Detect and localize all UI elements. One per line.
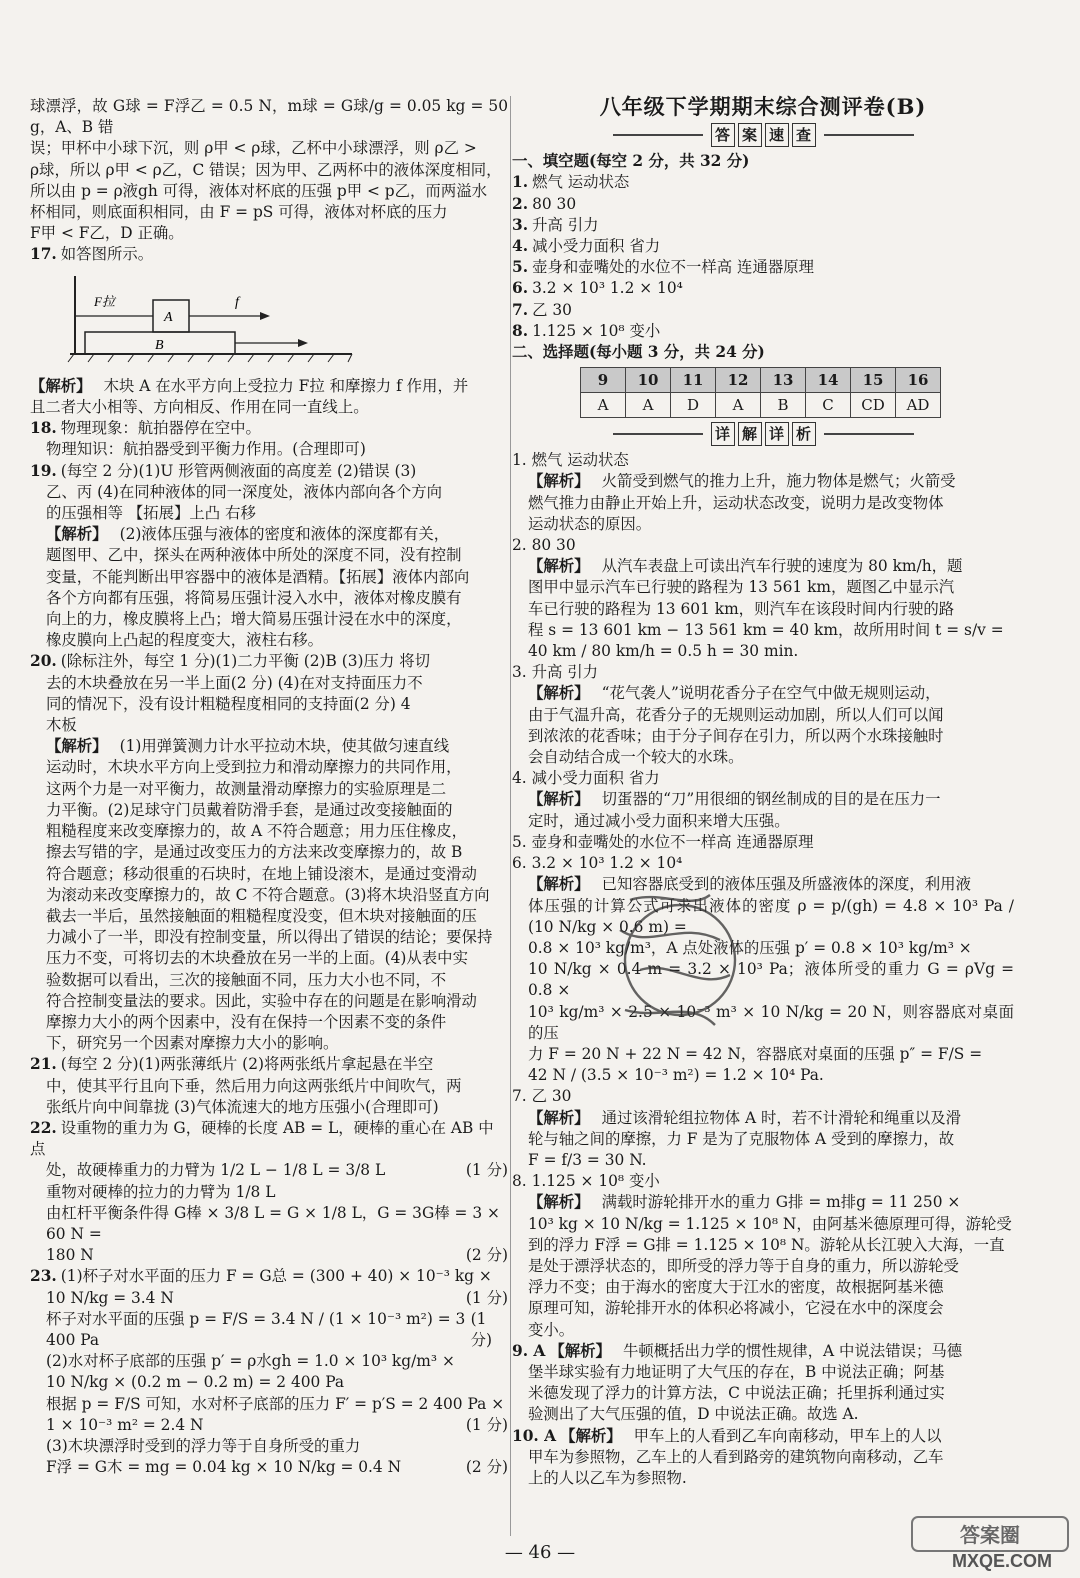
banner-char: 解: [738, 422, 762, 446]
fill-answer-number: 6.: [512, 279, 529, 298]
analysis-line: 10³ kg × 10 N/kg = 1.125 × 10⁸ N，由阿基米德原理可得，游轮受: [528, 1214, 1012, 1233]
q16-line: 误；甲杯中小球下沉，则 ρ甲 < ρ球，乙杯中小球漂浮，则 ρ乙 >: [30, 139, 477, 158]
q19-analysis-line: 变量，不能判断出甲容器中的液体是酒精。【拓展】液体内部向: [46, 567, 470, 586]
fill-answer: [512, 300, 1014, 321]
analysis-line: 变小。: [528, 1320, 575, 1339]
q20-analysis-line: 力减小了一半，即没有控制变量，所以得出了错误的结论；要保持: [46, 928, 493, 947]
q20-analysis-line: 这两个力是一对平衡力，故测量滑动摩擦力的实验原理是二: [46, 779, 447, 798]
fill-answer: [512, 278, 1014, 299]
analysis-line: 10 N/kg × 0.4 m = 3.2 × 10³ Pa；液体所受的重力 G = ρVg = 0.8 ×: [528, 960, 1014, 1000]
banner-char: 答: [711, 123, 735, 147]
analysis-item-head: 1. 燃气 运动状态: [512, 451, 629, 470]
table-answer: A: [626, 393, 671, 418]
svg-text:答案圈: 答案圈: [960, 1525, 1020, 1547]
q22: [30, 1118, 508, 1266]
analysis-label: 【解析】: [528, 790, 590, 809]
q22-line: [30, 1160, 508, 1181]
banner-char: 案: [738, 123, 762, 147]
analysis-item-head: 6. 3.2 × 10³ 1.2 × 10⁴: [512, 854, 683, 873]
fill-answer-text: 燃气 运动状态: [532, 173, 630, 192]
banner-char: 析: [792, 422, 816, 446]
fill-answer: [512, 194, 1014, 215]
analysis-item-head: 3. 升高 引力: [512, 663, 599, 682]
q20-analysis-line: 截去一半后，虽然接触面的粗糙程度没变，但木块对接触面的压: [46, 906, 477, 925]
analysis-line: 满载时游轮排开水的重力 G排 = m排g = 11 250 ×: [601, 1193, 961, 1212]
page-number: — 46 —: [504, 1542, 576, 1563]
detailed-analysis-banner: [512, 422, 1014, 446]
analysis-line: 从汽车表盘上可读出汽车行驶的速度为 80 km/h，题: [601, 557, 963, 576]
analysis-item: [512, 789, 1014, 810]
analysis-item-head: 9. A: [512, 1341, 546, 1360]
fill-answer-text: 乙 30: [532, 300, 572, 319]
analysis-label: 【解析】: [528, 472, 590, 491]
analysis-line: 原理可知，游轮排开水的体积必将减小，它浸在水中的深度会: [528, 1299, 944, 1318]
analysis-line: 是处于漂浮状态的，即所受的浮力等于自身的重力，所以游轮受: [528, 1256, 959, 1275]
watermark-url: MXQE.COM: [952, 1551, 1053, 1571]
q17-analysis-line: 且二者大小相等、方向相反、作用在同一直线上。: [30, 398, 369, 417]
q23-text: 杯子对水平面的压强 p = F/S = 3.4 N / (1 × 10⁻³ m²) = 3 400 Pa: [46, 1309, 466, 1349]
table-answer: C: [806, 393, 851, 418]
fill-answer-number: 8.: [512, 321, 529, 340]
fill-answer-number: 2.: [512, 194, 529, 213]
analysis-item: [512, 556, 1014, 577]
banner-char: 查: [792, 123, 816, 147]
analysis-label: 【解析】: [528, 1108, 590, 1127]
q18-line: 物理知识：航拍器受到平衡力作用。(合理即可): [46, 440, 366, 459]
page-title: 八年级下学期期末综合测评卷(B): [599, 94, 927, 119]
analysis-line: 图甲中显示汽车已行驶的路程为 13 561 km，题图乙中显示汽: [528, 578, 955, 597]
fill-answer-number: 3.: [512, 215, 529, 234]
q22-body: [30, 1160, 508, 1266]
column-divider: [510, 96, 511, 1536]
analysis-line: 已知容器底受到的液体压强及所盛液体的深度，利用液: [601, 875, 971, 894]
q22-score: (2 分): [465, 1246, 508, 1265]
left-column: [30, 96, 508, 1478]
analysis-label: 【解析】: [560, 1426, 622, 1445]
analysis-item: [512, 874, 1014, 895]
q23-score: (2 分): [465, 1458, 508, 1477]
analysis-label: 【解析】: [549, 1341, 611, 1360]
q20-analysis-line: 压力不变，可将切去的木块叠放在另一半的上面。(4)从表中实: [46, 949, 468, 968]
table-answer: CD: [851, 393, 896, 418]
analysis-line: 到的浮力 F浮 = G排 = 1.125 × 10⁸ N。游轮从长江驶入大海，一直: [528, 1235, 1005, 1254]
fill-answer: [512, 215, 1014, 236]
q19-analysis-line: 橡皮膜向上凸起的程度变大，液柱右移。: [46, 631, 324, 650]
fill-answer-number: 7.: [512, 300, 529, 319]
analysis-item: [512, 683, 1014, 704]
analysis-label: 【解析】: [528, 875, 590, 894]
q20-line: 去的木块叠放在另一半上面(2 分) (4)在对支持面压力不: [46, 673, 423, 692]
q16-line: 所以由 p = ρ液gh 可得，液体对杯底的压强 p甲 < p乙，而两溢水: [30, 181, 487, 200]
fill-answer-number: 4.: [512, 237, 529, 256]
analysis-item-head: 8. 1.125 × 10⁸ 变小: [512, 1172, 660, 1191]
analysis-line: 甲车为参照物，乙车上的人看到路旁的建筑物向南移动，乙车: [528, 1447, 944, 1466]
q23-body: [30, 1288, 508, 1479]
section-choice: 二、选择题(每小题 3 分，共 24 分): [512, 343, 765, 362]
analysis-line: 燃气推力由静止开始上升，运动状态改变，说明力是改变物体: [528, 493, 944, 512]
q20-line: 木板: [46, 716, 77, 735]
q17-analysis: 【解析】 木块 A 在水平方向上受拉力 F拉 和摩擦力 f 作用，并: [30, 376, 469, 395]
q23-score: (1 分): [465, 1415, 508, 1434]
table-answer: A: [716, 393, 761, 418]
analysis-item: [512, 1108, 1014, 1129]
q20-analysis: 【解析】 (1)用弹簧测力计水平拉动木块，使其做匀速直线: [46, 737, 450, 756]
pull-force-label: F拉: [94, 293, 115, 309]
fill-answer-text: 升高 引力: [532, 215, 599, 234]
q19-analysis-line: 题图甲、乙中，探头在两种液体中所处的深度不同，没有控制: [46, 546, 462, 565]
analysis-item-head: 4. 减小受力面积 省力: [512, 769, 660, 788]
analysis-line: 力 F = 20 N + 22 N = 42 N，容器底对桌面的压强 p″ = F/S =: [528, 1044, 983, 1063]
analysis-line: 火箭受到燃气的推力上升，施力物体是燃气；火箭受: [601, 472, 956, 491]
table-question-number: 9: [581, 368, 626, 393]
q20-analysis-line: 运动时，木块水平方向上受到拉力和滑动摩擦力的共同作用，: [46, 758, 462, 777]
section-fill-in: 一、填空题(每空 2 分，共 32 分): [512, 152, 750, 171]
q22-line: [30, 1203, 508, 1245]
analysis-line: 10³ kg/m³ × 2.5 × 10⁻³ m³ × 10 N/kg = 20 N，则容器底对桌面的压: [528, 1002, 1014, 1042]
right-column: [512, 96, 1014, 1489]
analysis-item-head: 2. 80 30: [512, 536, 576, 555]
block-a-label: A: [164, 309, 173, 325]
analysis-line: 程 s = 13 601 km − 13 561 km = 40 km，故所用时间 t = s/v =: [528, 620, 1004, 639]
analysis-line: 0.8 × 10³ kg/m³，A 点处液体的压强 p′ = 0.8 × 10³ kg/m³ ×: [528, 938, 972, 957]
q22-text: 处，故硬棒重力的力臂为 1/2 L − 1/8 L = 3/8 L: [46, 1161, 386, 1180]
table-answer: AD: [896, 393, 941, 418]
detailed-analysis: [512, 450, 1014, 1489]
q20-analysis-line: 符合控制变量法的要求。因此，实验中存在的问题是在影响滑动: [46, 991, 477, 1010]
table-answer: A: [581, 393, 626, 418]
analysis-item: [512, 1341, 1014, 1362]
q23-line: [30, 1436, 508, 1457]
fill-answer-text: 减小受力面积 省力: [532, 237, 661, 256]
analysis-line: 体压强的计算公式可求出液体的密度 ρ = p/(gh) = 4.8 × 10³ Pa / (10 N/kg × 0.6 m) =: [528, 896, 1014, 936]
q19-analysis-line: 各个方向都有压强，将简易压强计浸入水中，液体对橡皮膜有: [46, 588, 462, 607]
q23-line: [30, 1457, 508, 1478]
q20-analysis-line: 验数据可以看出，三次的接触面不同，压力大小也不同，不: [46, 970, 447, 989]
choice-answer-table: [580, 367, 941, 418]
analysis-item: [512, 1192, 1014, 1213]
q19-line: 乙、丙 (4)在同种液体的同一深度处，液体内部向各个方向: [46, 482, 443, 501]
q20-analysis-line: 粗糙程度来改变摩擦力的，故 A 不符合题意；用力压住橡皮，: [46, 822, 468, 841]
fill-answer-text: 1.125 × 10⁸ 变小: [532, 321, 661, 340]
banner-char: 速: [765, 123, 789, 147]
analysis-line: “花气袭人”说明花香分子在空气中做无规则运动，: [601, 684, 941, 703]
q22-line: [30, 1182, 508, 1203]
table-question-number: 14: [806, 368, 851, 393]
q22-text: 180 N: [46, 1246, 94, 1265]
q19-analysis: 【解析】 (2)液体压强与液体的密度和液体的深度都有关，: [46, 525, 450, 544]
analysis-line: 由于气温升高，花香分子的无规则运动加剧，所以人们可以闻: [528, 705, 944, 724]
q20-analysis-line: 摩擦力大小的两个因素中，没有在保持一个因素不变的条件: [46, 1012, 447, 1031]
analysis-line: 车已行驶的路程为 13 601 km，则汽车在该段时间内行驶的路: [528, 599, 955, 618]
analysis-line: 牛顿概括出力学的惯性规律，A 中说法错误；马德: [622, 1341, 963, 1360]
q23-text: 10 N/kg = 3.4 N: [46, 1288, 174, 1307]
q19-line: 的压强相等 【拓展】上凸 右移: [46, 504, 256, 523]
q21-line: 中，使其平行且向下垂，然后用力向这两张纸片中间吹气，两: [46, 1076, 462, 1095]
banner-char: 详: [711, 422, 735, 446]
q23-text: (3)木块漂浮时受到的浮力等于自身所受的重力: [46, 1436, 361, 1455]
analysis-line: 米德发现了浮力的计算方法，C 中说法正确；托里拆利通过实: [528, 1384, 945, 1403]
q17-heading: 17. 如答图所示。: [30, 245, 154, 264]
fill-answer-text: 3.2 × 10³ 1.2 × 10⁴: [532, 279, 683, 298]
q23-text: 10 N/kg × (0.2 m − 0.2 m) = 2 400 Pa: [46, 1373, 345, 1392]
q20-analysis-line: 下，研究另一个因素对摩擦力大小的影响。: [46, 1034, 339, 1053]
q20-analysis-line: 符合题意；移动很重的石块时，在地上铺设滚木，是通过变滑动: [46, 864, 477, 883]
analysis-item: [512, 1426, 1014, 1447]
analysis-item-head: 10. A: [512, 1426, 557, 1445]
q16-line: 球漂浮，故 G球 = F浮乙 = 0.5 N，m球 = G球/g = 0.05 kg = 50 g，A、B 错: [30, 97, 508, 137]
fill-answer: [512, 236, 1014, 257]
q22-line: 22. 设重物的重力为 G，硬棒的长度 AB = L，硬棒的重心在 AB 中点: [30, 1118, 494, 1159]
q21: 21. (每空 2 分)(1)两张薄纸片 (2)将两张纸片拿起悬在半空: [30, 1055, 434, 1074]
fill-answer-number: 5.: [512, 258, 529, 277]
q23-line: [30, 1309, 508, 1351]
q23-line: [30, 1415, 508, 1436]
fill-answer-number: 1.: [512, 173, 529, 192]
q20-analysis-body: [30, 757, 508, 1054]
q22-text: 重物对硬棒的拉力的力臂为 1/8 L: [46, 1182, 276, 1201]
q19: 19. (每空 2 分)(1)U 形管两侧液面的高度差 (2)错误 (3): [30, 461, 417, 480]
q21-line: 张纸片向中间靠拢 (3)气体流速大的地方压强小(合理即可): [46, 1097, 439, 1116]
table-question-number: 12: [716, 368, 761, 393]
q23: [30, 1266, 508, 1478]
q22-score: (1 分): [465, 1161, 508, 1180]
friction-label: f: [235, 294, 239, 310]
q18: 18. 物理现象：航拍器停在空中。: [30, 419, 261, 438]
fill-answer-text: 80 30: [532, 194, 577, 213]
q23-line: [30, 1351, 508, 1372]
fill-answer: [512, 321, 1014, 342]
analysis-line: 浮力不变；由于海水的密度大于江水的密度，故根据阿基米德: [528, 1278, 944, 1297]
q23-line: [30, 1394, 508, 1415]
fill-answer: [512, 257, 1014, 278]
table-question-number: 13: [761, 368, 806, 393]
q16-continuation: [30, 96, 508, 244]
q23-score: (1 分): [470, 1309, 492, 1349]
analysis-line: 40 km / 80 km/h = 0.5 h = 30 min.: [528, 642, 799, 661]
q20: 20. (除标注外，每空 1 分)(1)二力平衡 (2)B (3)压力 将切: [30, 652, 431, 671]
analysis-line: 运动状态的原因。: [528, 514, 652, 533]
q23-line: [30, 1372, 508, 1393]
q19-analysis-line: 向上的力，橡皮膜将上凸；增大简易压强计浸在水中的深度，: [46, 610, 462, 629]
analysis-line: 通过该滑轮组拉物体 A 时，若不计滑轮和绳重以及滑: [601, 1108, 962, 1127]
stamp-watermark: [600, 880, 750, 1040]
analysis-item-head: 7. 乙 30: [512, 1087, 572, 1106]
analysis-label: 【解析】: [528, 557, 590, 576]
q16-line: F甲 < F乙，D 正确。: [30, 224, 184, 243]
fill-answers: [512, 172, 1014, 342]
force-diagram: [60, 270, 508, 374]
q23-line: 23. (1)杯子对水平面的压力 F = G总 = (300 + 40) × 10⁻³ kg ×: [30, 1267, 492, 1286]
analysis-line: 定时，通过减小受力面积来增大压强。: [528, 811, 790, 830]
analysis-line: F = f/3 = 30 N.: [528, 1150, 647, 1169]
analysis-item: [512, 471, 1014, 492]
q22-text: 由杠杆平衡条件得 G棒 × 3/8 L = G × 1/8 L，G = 3G棒 = 3 × 60 N =: [46, 1203, 500, 1243]
analysis-item-head: 5. 壶身和壶嘴处的水位不一样高 连通器原理: [512, 832, 814, 851]
analysis-line: 42 N / (3.5 × 10⁻³ m²) = 1.2 × 10⁴ Pa.: [528, 1066, 824, 1085]
q23-text: (2)水对杯子底部的压强 p′ = ρ水gh = 1.0 × 10³ kg/m³ ×: [46, 1352, 455, 1371]
table-answer: B: [761, 393, 806, 418]
q20-analysis-line: 擦去写错的字，是通过改变压力的方法来改变摩擦力的，故 B: [46, 843, 463, 862]
analysis-line: 甲车上的人看到乙车向南移动，甲车上的人以: [633, 1426, 942, 1445]
block-b-label: B: [155, 337, 164, 353]
analysis-label: 【解析】: [528, 1193, 590, 1212]
q20-analysis-line: 力平衡。(2)足球守门员戴着防滑手套，是通过改变接触面的: [46, 800, 453, 819]
analysis-line: 会自动结合成一个较大的水珠。: [528, 748, 744, 767]
q23-text: 1 × 10⁻³ m² = 2.4 N: [46, 1415, 204, 1434]
analysis-label: 【解析】: [528, 684, 590, 703]
q20-analysis-line: 为滚动来改变摩擦力的，故 C 不符合题意。(3)将木块沿竖直方向: [46, 885, 490, 904]
q23-text: F浮 = G木 = mg = 0.04 kg × 10 N/kg = 0.4 N: [46, 1458, 402, 1477]
q22-line: [30, 1245, 508, 1266]
banner-char: 详: [765, 422, 789, 446]
fill-answer: [512, 172, 1014, 193]
analysis-line: 切蛋器的“刀”用很细的钢丝制成的目的是在压力一: [601, 790, 941, 809]
q23-line: [30, 1288, 508, 1309]
q23-text: 根据 p = F/S 可知，水对杯子底部的压力 F′ = p′S = 2 400 Pa ×: [46, 1394, 505, 1413]
q20-line: 同的情况下，没有设计粗糙程度相同的支持面(2 分) 4: [46, 694, 411, 713]
analysis-line: 上的人以乙车为参照物.: [528, 1468, 687, 1487]
analysis-line: 验测出了大气压强的值，D 中说法正确。故选 A.: [528, 1405, 859, 1424]
table-answer: D: [671, 393, 716, 418]
fill-answer-text: 壶身和壶嘴处的水位不一样高 连通器原理: [532, 258, 815, 277]
analysis-line: 轮与轴之间的摩擦，力 F 是为了克服物体 A 受到的摩擦力，故: [528, 1129, 955, 1148]
q16-line: 杯相同，则底面积相同，由 F = pS 可得，液体对杯底的压力: [30, 203, 448, 222]
q16-line: ρ球，所以 ρ甲 < ρ乙，C 错误；因为甲、乙两杯中的液体深度相同，: [30, 160, 502, 179]
analysis-line: 到浓浓的花香味；由于分子间存在引力，所以两个水珠接触时: [528, 726, 944, 745]
q23-score: (1 分): [465, 1288, 508, 1307]
answer-quick-check-banner: [512, 123, 1014, 147]
table-question-number: 11: [671, 368, 716, 393]
table-question-number: 10: [626, 368, 671, 393]
table-question-number: 16: [896, 368, 941, 393]
table-question-number: 15: [851, 368, 896, 393]
q19-analysis-body: [30, 545, 508, 651]
analysis-line: 堡半球实验有力地证明了大气压的存在，B 中说法正确；阿基: [528, 1362, 945, 1381]
